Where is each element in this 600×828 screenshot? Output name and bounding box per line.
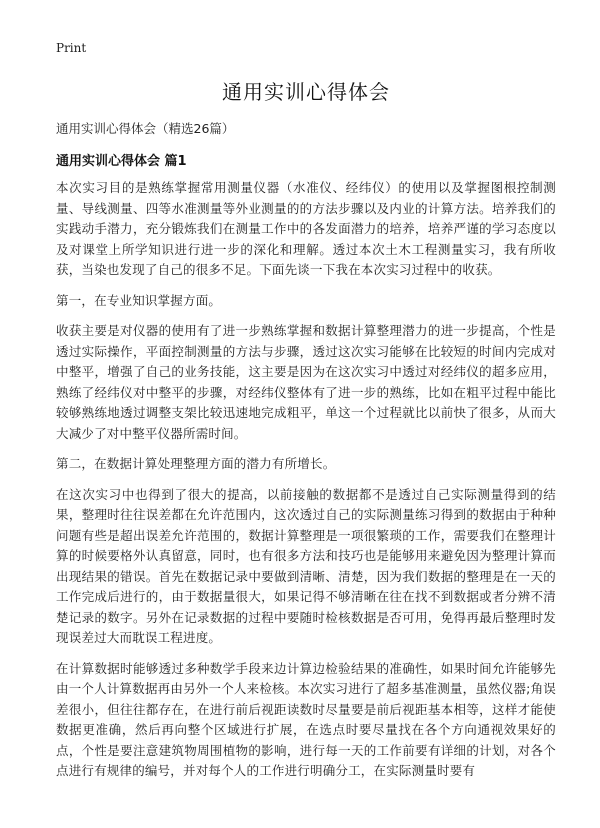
print-label[interactable]: Print [56, 41, 87, 55]
section-heading: 通用实训心得体会 篇1 [56, 154, 187, 169]
paragraph-point-one-body: 收获主要是对仪器的使用有了进一步熟练掌握和数据计算整理潜力的进一步提高，个性是透过实际操作，平面控制测量的方法与步骤，透过这次实习能够在比较短的时间内完成对中整平，增强了自己的业务技能，这主要是因为在这次实习中透过对经纬仪的超多应用，熟练了经纬仪对中整平的步骤，对经纬仪整体有了进一步的熟练，比如在粗平过程中能比较够熟练地透过调整支架比较迅速地完成粗平，单这一个过程就比以前快了很多，从而大大减少了对中整平仪器所需时间。 [56, 323, 556, 441]
paragraph-point-two-body: 在这次实习中也得到了很大的提高，以前接触的数据都不是透过自己实际测量得到的结果，整理时往往误差都在允许范围内，这次透过自己的实际测量练习得到的数据由于种种问题有些是超出误差允许范围的，数据计算整理是一项很繁琐的工作，需要我们在整理计算的时候要格外认真留意，同时，也有很多方法和技巧也是能够用来避免因为整理计算而出现结果的错误。首先在数据记录中要做到清晰、清楚，因为我们数据的整理是在一天的工作完成后进行的，由于数据量很大，如果记得不够清晰在往在找不到数据或者分辨不清楚记录的数字。另外在记录数据的过程中要随时检核数据是否可用，免得再最后整理时发现误差过大而耽误工程进度。 [56, 486, 556, 645]
paragraph-point-two-heading: 第二，在数据计算处理整理方面的潜力有所增长。 [56, 456, 336, 471]
paragraph-intro: 本次实习目的是熟练掌握常用测量仪器（水准仪、经纬仪）的使用以及掌握图根控制测量、导线测量、四等水准测量等外业测量的的方法步骤以及内业的计算方法。培养我们的实践动手潜力，充分锻炼我们在测量工作中的各发面潜力的培养，培养严谨的学习态度以及对课堂上所学知识进行进一步的深化和理解。透过本次土木工程测量实习，我有所收获，当染也发现了自己的很多不足。下面先谈一下我在本次实习过程中的收获。 [56, 180, 556, 277]
document-subtitle: 通用实训心得体会（精选26篇） [56, 121, 235, 136]
paragraph-point-one-heading: 第一，在专业知识掌握方面。 [56, 292, 222, 308]
document-title: 通用实训心得体会 [222, 80, 390, 104]
paragraph-calculation: 在计算数据时能够透过多种数学手段来边计算边检验结果的准确性，如果时间允许能够先由一个人计算数据再由另外一个人来检核。本次实习进行了超多基准测量，虽然仪器;角误差很小，但往往都存在，在进行前后视距读数时尽量要是前后视距基本相等，这样才能使数据更准确，然后再向整个区域进行扩展，在选点时要尽量找在各个方向通视效果好的点，个性是要注意建筑物周围植物的影响，进行每一天的工作前要有详细的计划，对各个点进行有规律的编号，并对每个人的工作进行明确分工，在实际测量时要有 [56, 660, 556, 778]
